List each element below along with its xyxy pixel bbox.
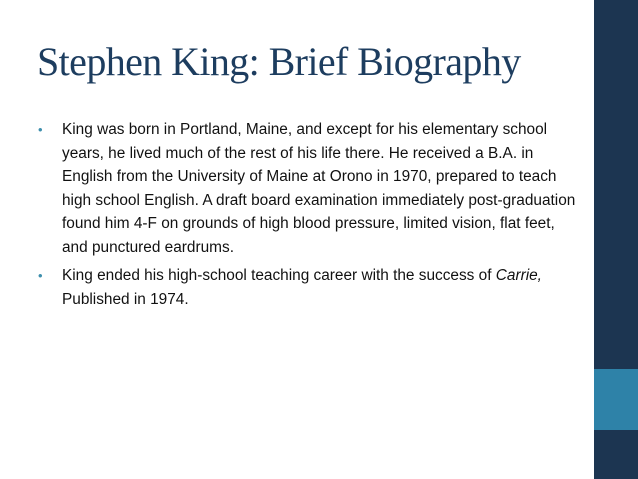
- bullet-item-1: [34, 118, 579, 259]
- bullet-text-2: King ended his high-school teaching career with the success of: [62, 267, 492, 284]
- bullet-icon: •: [38, 122, 43, 137]
- bullet-item-2: [34, 264, 579, 311]
- slide-title: Stephen King: Brief Biography: [37, 39, 521, 84]
- bullet-text-2-rest: Published in 1974.: [62, 290, 189, 308]
- slide-body: [34, 118, 579, 316]
- bullet-text-1: King was born in Portland, Maine, and except for his elementary school years, he lived much of the rest of his life there. He received a B.A. in English from the University of Maine at Orono in 1970, prepared to teach high school English. A draft board examination immediately post-graduation found him 4-F on grounds of high blood pressure, limited vision, flat feet, and punctured eardrums.: [62, 121, 576, 256]
- book-title: Carrie,: [495, 267, 542, 284]
- bullet-icon: •: [38, 268, 43, 283]
- sidebar-accent-block: [594, 369, 638, 430]
